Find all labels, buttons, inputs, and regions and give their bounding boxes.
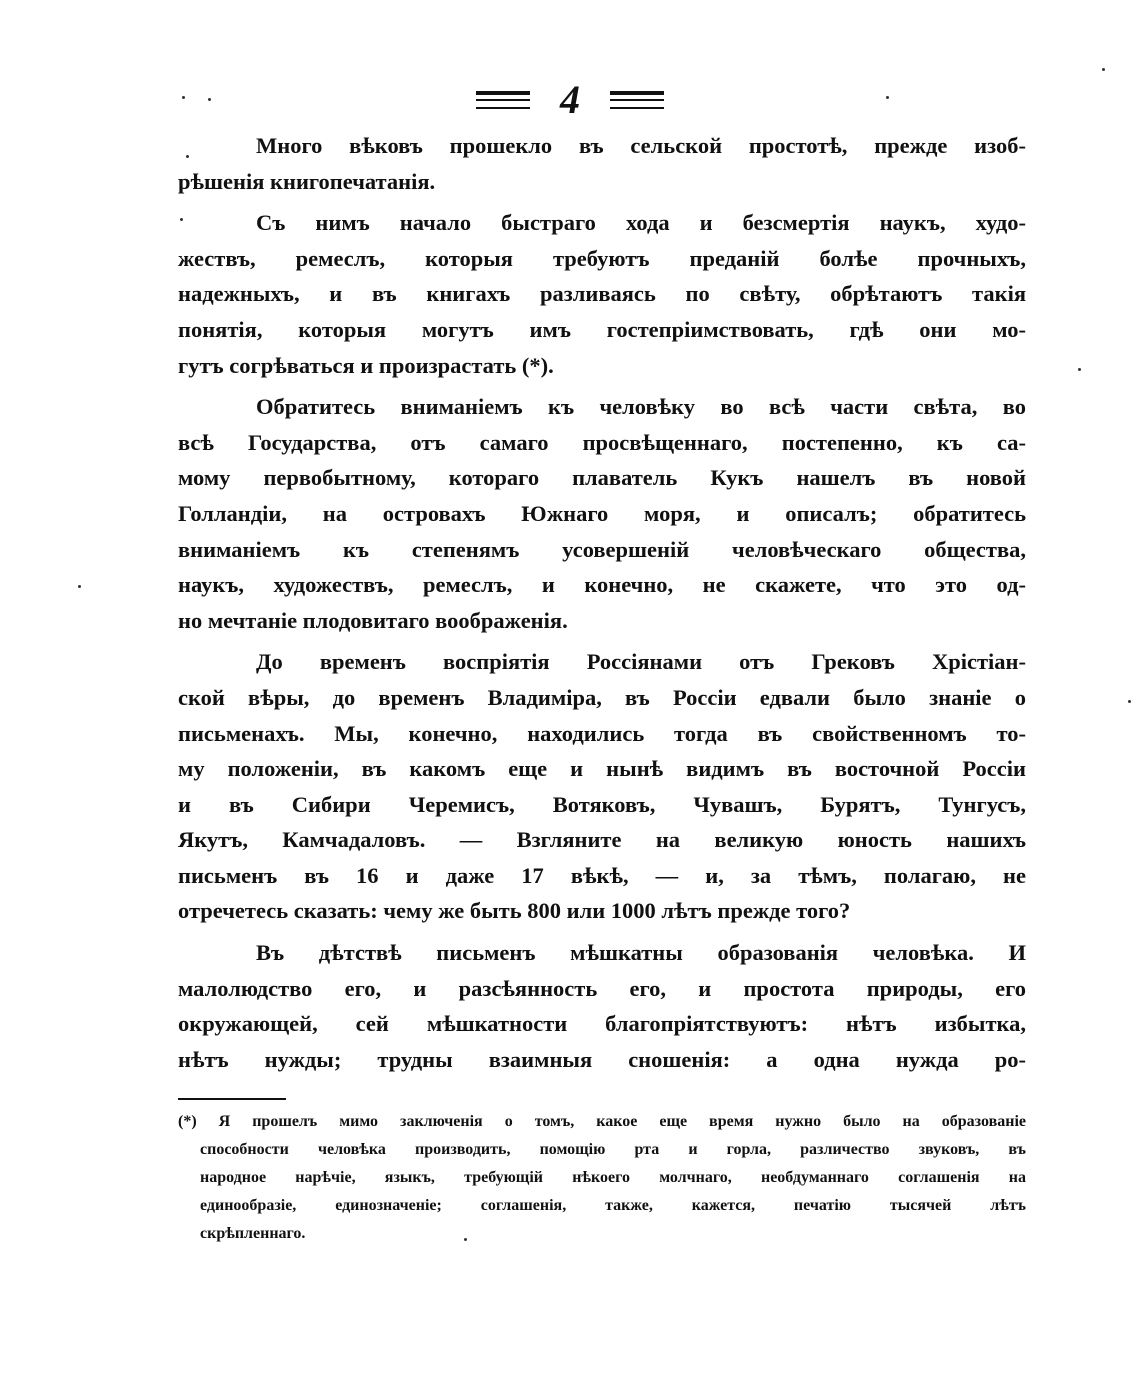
text-line: но мечтаніе плодовитаго воображенія.	[178, 607, 568, 633]
speck	[180, 218, 183, 221]
text-line: Въ дѣтствѣ письменъ мѣшкатны образованія человѣка. И	[256, 940, 1026, 966]
footnote	[178, 1108, 1026, 1248]
text-line: и въ Сибири Черемисъ, Вотяковъ, Чувашъ, Бурятъ, Тунгусъ,	[178, 791, 1026, 817]
footnote-line: народное нарѣчіе, языкъ, требующій нѣкоего молчнаго, необдуманнаго соглашенія на	[200, 1169, 1026, 1186]
text-line: вниманіемъ къ степенямъ усовершеній человѣческаго общества,	[178, 536, 1026, 562]
text-line: нѣтъ нужды; трудны взаимныя сношенія: а одна нужда ро-	[178, 1046, 1026, 1072]
text-line: Обратитесь вниманіемъ къ человѣку во всѣ части свѣта, во	[256, 394, 1026, 420]
footnote-line: скрѣпленнаго.	[200, 1225, 306, 1242]
text-line: отречетесь сказать: чему же быть 800 или 1000 лѣтъ прежде того?	[178, 898, 851, 924]
text-line: му положеніи, въ какомъ еще и нынѣ видимъ въ восточной Россіи	[178, 756, 1026, 782]
text-line: наукъ, художествъ, ремеслъ, и конечно, не скажете, что это од-	[178, 572, 1026, 598]
footnote-line: способности человѣка производить, помощію рта и горла, различество звуковъ, въ	[200, 1141, 1026, 1158]
speck	[1128, 700, 1131, 703]
text-line: жествъ, ремеслъ, которыя требуютъ преданій болѣе прочныхъ,	[178, 245, 1026, 271]
text-line: Много вѣковъ прошекло въ сельской простотѣ, прежде изоб-	[256, 133, 1026, 158]
main-text	[178, 128, 1026, 1083]
speck	[464, 1238, 467, 1241]
text-line: Якутъ, Камчадаловъ. — Взгляните на великую юность нашихъ	[178, 827, 1026, 853]
text-line: малолюдство его, и разсѣянность его, и простота природы, его	[178, 975, 1026, 1001]
paragraph-5	[178, 935, 1026, 1077]
left-ornament-rule	[476, 91, 530, 109]
footnote-separator	[178, 1098, 286, 1100]
text-line: письменъ въ 16 и даже 17 вѣкѣ, — и, за тѣмъ, полагаю, не	[178, 862, 1026, 888]
text-line: мому первобытному, котораго плаватель Кукъ нашелъ въ новой	[178, 465, 1026, 491]
text-line: Голландіи, на островахъ Южнаго моря, и описалъ; обратитесь	[178, 500, 1026, 526]
right-ornament-rule	[610, 91, 664, 109]
speck	[1078, 368, 1081, 371]
speck	[78, 585, 81, 588]
paragraph-2	[178, 205, 1026, 383]
text-line: всѣ Государства, отъ самаго просвѣщеннаго, постепенно, къ са-	[178, 429, 1026, 455]
text-line: рѣшенія книгопечатанія.	[178, 168, 436, 194]
page-number: 4	[560, 77, 580, 122]
footnote-line: (*) Я прошелъ мимо заключенія о томъ, какое еще время нужно было на образованіе	[178, 1113, 1026, 1130]
text-line: понятія, которыя могутъ имъ гостепріимствовать, гдѣ они мо-	[178, 316, 1026, 342]
text-line: надежныхъ, и въ книгахъ разливаясь по свѣту, обрѣтаютъ такія	[178, 281, 1026, 307]
speck	[182, 96, 185, 99]
text-line: письменахъ. Мы, конечно, находились тогда въ свойственномъ то-	[178, 720, 1026, 746]
footnote-line: единообразіе, единозначеніе; соглашенія, также, кажется, печатію тысячей лѣтъ	[200, 1197, 1026, 1214]
page-header	[0, 70, 1140, 130]
speck	[186, 155, 189, 158]
paragraph-1	[178, 128, 1026, 199]
paragraph-3	[178, 389, 1026, 638]
speck	[208, 98, 211, 101]
text-line: гутъ согрѣваться и произрастать (*).	[178, 352, 554, 378]
text-line: Съ нимъ начало быстраго хода и безсмертія наукъ, худо-	[256, 210, 1026, 236]
text-line: ской вѣры, до временъ Владиміра, въ Россіи едвали было знаніе о	[178, 684, 1026, 710]
speck	[886, 96, 889, 99]
paragraph-4	[178, 644, 1026, 929]
speck	[1102, 68, 1105, 71]
text-line: окружающей, сей мѣшкатности благопріятствуютъ: нѣтъ избытка,	[178, 1011, 1026, 1037]
text-line: До временъ воспріятія Россіянами отъ Грековъ Хрістіан-	[256, 649, 1026, 675]
